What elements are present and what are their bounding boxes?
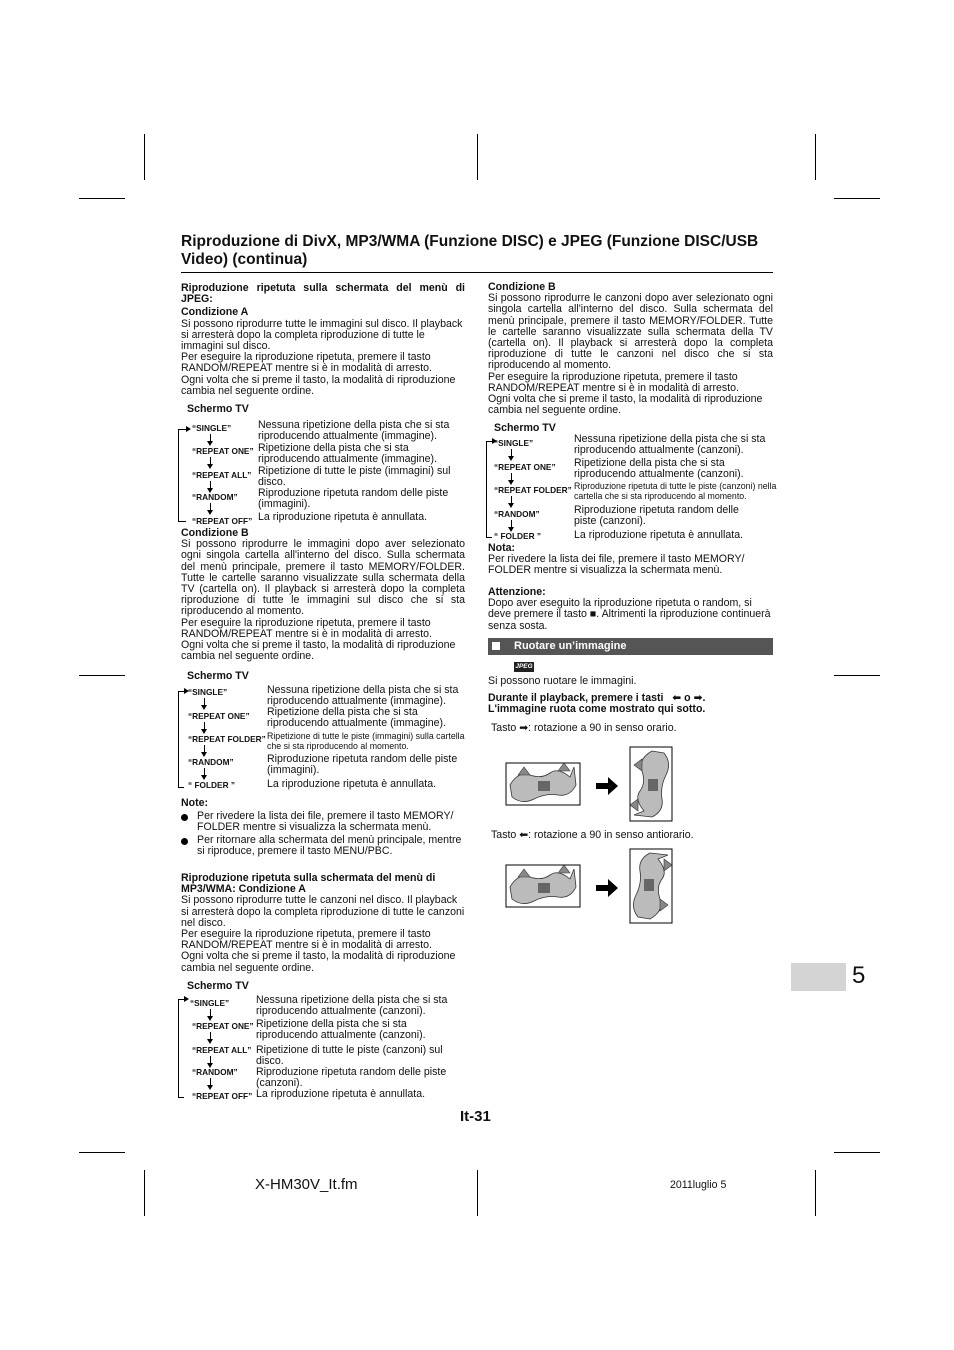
schedule-jpeg-b xyxy=(178,683,470,795)
attenzione-text: Dopo aver eseguito la riproduzione ripetuta o random, si deve premere il tasto ■. Altrimenti la riproduzione continuerà senza sosta. xyxy=(488,597,771,632)
mode-desc: Ripetizione di tutte le piste (immagini) sul disco. xyxy=(258,465,451,488)
crop-mark xyxy=(79,675,125,676)
mode-desc: Nessuna ripetizione della pista che si sta riproducendo attualmente (immagine). xyxy=(267,684,459,707)
mode-label: “SINGLE” xyxy=(494,438,534,448)
rotation-ccw-illustration xyxy=(504,847,676,927)
mode-desc: Riproduzione ripetuta random delle piste (immagini). xyxy=(258,487,449,510)
schedule-mp3-b xyxy=(486,434,778,546)
nota-title: Nota: xyxy=(488,542,516,554)
tasto-cw: Tasto ➡: rotazione a 90 in senso orario. xyxy=(491,722,677,734)
right-attenzione xyxy=(488,587,773,632)
mode-desc: Ripetizione della pista che si sta riproducendo attualmente (canzoni). xyxy=(256,1018,426,1041)
cond-b-title: Condizione B xyxy=(181,527,249,539)
crop-mark xyxy=(144,134,145,180)
rotated-image-icon xyxy=(630,747,672,821)
rotate-instr-o: o xyxy=(684,692,691,704)
mode-desc: Riproduzione ripetuta random delle piste (canzoni). xyxy=(574,504,739,527)
mode-desc: Nessuna ripetizione della pista che si sta riproducendo attualmente (immagine). xyxy=(258,419,450,442)
attenzione-title: Attenzione: xyxy=(488,586,546,598)
schedule-mp3-a xyxy=(178,994,468,1106)
mode-label: “REPEAT OFF” xyxy=(192,516,253,526)
mp3-order: Ogni volta che si preme il tasto, la modalità di riproduzione cambia nel seguente ordine. xyxy=(181,950,456,974)
section-header xyxy=(488,638,773,655)
crop-mark xyxy=(477,1170,478,1216)
mode-label: “REPEAT ONE” xyxy=(192,1021,254,1031)
jpeg-badge: JPEG xyxy=(515,663,533,670)
original-image-icon xyxy=(506,865,580,907)
cond-a-text: Si possono riprodurre tutte le immagini sul disco. Il playback si arresterà dopo la completa riproduzione di tutte le immagini sul disco. xyxy=(181,317,463,353)
mode-label: “ FOLDER ” xyxy=(494,531,542,541)
crop-mark xyxy=(79,1152,125,1153)
schermo-tv-label: Schermo TV xyxy=(187,403,249,415)
note-item: Per ritornare alla schermata del menù principale, mentre si riproduce, premere il tasto MENU/PBC. xyxy=(197,834,462,858)
mode-desc: Nessuna ripetizione della pista che si sta riproducendo attualmente (canzoni). xyxy=(574,433,766,456)
rotation-cw-illustration xyxy=(504,745,676,825)
mode-desc: Riproduzione ripetuta di tutte le piste (canzoni) nella cartella che si sta riproducendo al momento. xyxy=(574,481,777,501)
mode-label: “SINGLE” xyxy=(188,687,228,697)
square-icon xyxy=(492,642,500,650)
cond-b-order: Ogni volta che si preme il tasto, la modalità di riproduzione cambia nel seguente ordine. xyxy=(488,393,763,417)
mode-label: “SINGLE” xyxy=(190,998,230,1008)
mode-desc: Nessuna ripetizione della pista che si sta riproducendo attualmente (canzoni). xyxy=(256,994,448,1017)
rotate-instr-2: L'immagine ruota come mostrato qui sotto. xyxy=(488,703,706,716)
mode-label: “REPEAT OFF” xyxy=(192,1091,253,1101)
mp3-heading: Riproduzione ripetuta sulla schermata del menù di MP3/WMA: Condizione A xyxy=(181,872,436,896)
right-arrow-icon: ➡. xyxy=(693,692,706,704)
note-item: Per rivedere la lista dei file, premere il tasto MEMORY/ FOLDER mentre si visualizza la schermata menù. xyxy=(197,810,454,834)
cond-b-title: Condizione B xyxy=(488,281,556,293)
left-jpeg-intro xyxy=(181,283,465,397)
mode-label: “RANDOM” xyxy=(192,1067,238,1077)
mode-desc: Ripetizione della pista che si sta riproducendo attualmente (immagine). xyxy=(267,706,447,729)
crop-mark xyxy=(477,134,478,180)
left-mp3-cond-a xyxy=(181,873,465,974)
cond-a-repeat: Per eseguire la riproduzione ripetuta, premere il tasto RANDOM/REPEAT mentre si è in modalità di arresto. xyxy=(181,351,432,375)
mp3-repeat: Per eseguire la riproduzione ripetuta, premere il tasto RANDOM/REPEAT mentre si è in modalità di arresto. xyxy=(181,928,432,952)
mode-desc: La riproduzione ripetuta è annullata. xyxy=(574,529,744,541)
mp3-text: Si possono riprodurre tutte le canzoni nel disco. Il playback si arresterà dopo la completa riproduzione di tutte le canzoni nel disco. xyxy=(181,894,465,929)
crop-mark xyxy=(815,1170,816,1216)
right-nota xyxy=(488,543,773,577)
mode-desc: La riproduzione ripetuta è annullata. xyxy=(258,511,428,523)
cond-b-order: Ogni volta che si preme il tasto, la modalità di riproduzione cambia nel seguente ordine. xyxy=(181,639,456,663)
rotate-instruction xyxy=(488,693,773,715)
mode-label: “REPEAT ONE” xyxy=(192,446,254,456)
mode-desc: La riproduzione ripetuta è annullata. xyxy=(267,778,437,790)
left-arrow-icon: ⬅ xyxy=(666,692,682,704)
mode-label: “RANDOM” xyxy=(494,509,540,519)
left-cond-b xyxy=(181,528,465,662)
mode-label: “REPEAT FOLDER” xyxy=(188,734,266,744)
chapter-number: 5 xyxy=(852,962,866,989)
rotate-instr-1: Durante il playback, premere i tasti xyxy=(488,692,664,704)
cond-b-text: Si possono riprodurre le canzoni dopo aver selezionato ogni singola cartella all'interno del disco. Sulla schermata del menù principale, premere il tasto MEMORY/FOLDER. Tutte le cartelle saranno visualizzate sulla schermata della TV (cartella on). Il playback si arresterà dopo la completa riproduzione di tutte le canzoni nel disco che si sta riproducendo al momento. xyxy=(488,292,773,372)
mode-label: “SINGLE” xyxy=(192,423,232,433)
crop-mark xyxy=(79,198,125,199)
mode-desc: Ripetizione della pista che si sta riproducendo attualmente (immagine). xyxy=(258,442,438,465)
crop-mark xyxy=(834,1152,880,1153)
nota-text: Per rivedere la lista dei file, premere il tasto MEMORY/ FOLDER mentre si visualizza la schermata menù. xyxy=(488,553,745,577)
bullet-icon xyxy=(181,814,188,821)
chapter-tab xyxy=(791,963,846,991)
right-cond-b xyxy=(488,282,773,416)
mode-desc: Ripetizione della pista che si sta riproducendo attualmente (canzoni). xyxy=(574,457,744,480)
mode-label: “RANDOM” xyxy=(188,757,234,767)
rotate-intro: Si possono ruotare le immagini. xyxy=(488,675,637,687)
page-number: It-31 xyxy=(460,1108,491,1125)
footer-date: 2011luglio 5 xyxy=(670,1179,727,1191)
original-image-icon xyxy=(506,763,580,805)
mode-label: “REPEAT ALL” xyxy=(192,1045,252,1055)
cond-b-repeat: Per eseguire la riproduzione ripetuta, premere il tasto RANDOM/REPEAT mentre si è in modalità di arresto. xyxy=(488,370,739,394)
title-rule xyxy=(181,272,773,273)
schermo-tv-label: Schermo TV xyxy=(187,670,249,682)
page-title: Riproduzione di DivX, MP3/WMA (Funzione DISC) e JPEG (Funzione DISC/USB Video) (continua) xyxy=(181,233,759,268)
mode-label: “REPEAT ONE” xyxy=(494,462,556,472)
schermo-tv-label: Schermo TV xyxy=(187,980,249,992)
jpeg-heading: Riproduzione ripetuta sulla schermata del menù di JPEG: xyxy=(181,282,465,306)
mode-desc: Riproduzione ripetuta random delle piste (canzoni). xyxy=(256,1066,447,1089)
mode-desc: La riproduzione ripetuta è annullata. xyxy=(256,1088,426,1100)
mode-label: “REPEAT ONE” xyxy=(188,711,250,721)
mode-label: “REPEAT FOLDER” xyxy=(494,485,572,495)
tasto-ccw: Tasto ⬅: rotazione a 90 in senso antiorario. xyxy=(491,829,694,841)
cond-a-order: Ogni volta che si preme il tasto, la modalità di riproduzione cambia nel seguente ordine. xyxy=(181,373,456,397)
schermo-tv-label: Schermo TV xyxy=(494,422,556,434)
section-title: Ruotare un’immagine xyxy=(514,640,627,652)
cond-b-repeat: Per eseguire la riproduzione ripetuta, premere il tasto RANDOM/REPEAT mentre si è in modalità di arresto. xyxy=(181,616,432,640)
crop-mark xyxy=(144,1170,145,1216)
rotated-image-icon xyxy=(630,849,672,923)
bullet-icon xyxy=(181,838,188,845)
schedule-jpeg-a xyxy=(178,418,468,530)
crop-mark xyxy=(834,675,880,676)
right-arrow-icon xyxy=(596,777,618,795)
mode-label: “RANDOM” xyxy=(192,492,238,502)
crop-mark xyxy=(815,134,816,180)
mode-desc: Ripetizione di tutte le piste (immagini) sulla cartella che si sta riproducendo al momento. xyxy=(267,731,465,751)
mode-desc: Ripetizione di tutte le piste (canzoni) sul disco. xyxy=(256,1044,443,1067)
right-arrow-icon xyxy=(596,879,618,897)
crop-mark xyxy=(834,198,880,199)
mode-label: “ FOLDER ” xyxy=(188,780,236,790)
note-title: Note: xyxy=(181,797,209,809)
mode-desc: Riproduzione ripetuta random delle piste (immagini). xyxy=(267,753,458,776)
footer-filename: X-HM30V_It.fm xyxy=(255,1176,358,1193)
mode-label: “REPEAT ALL” xyxy=(192,470,252,480)
cond-a-title: Condizione A xyxy=(181,306,249,319)
cond-b-text: Si possono riprodurre le immagini dopo aver selezionato ogni singola cartella all'interno del disco. Sulla schermata del menù principale, premere il tasto MEMORY/FOLDER. Tutte le cartelle saranno visualizzate sulla schermata della TV (cartella on). Il playback si arresterà dopo la completa riproduzione di tutte le immagini sul disco che si sta riproducendo al momento. xyxy=(181,538,465,618)
